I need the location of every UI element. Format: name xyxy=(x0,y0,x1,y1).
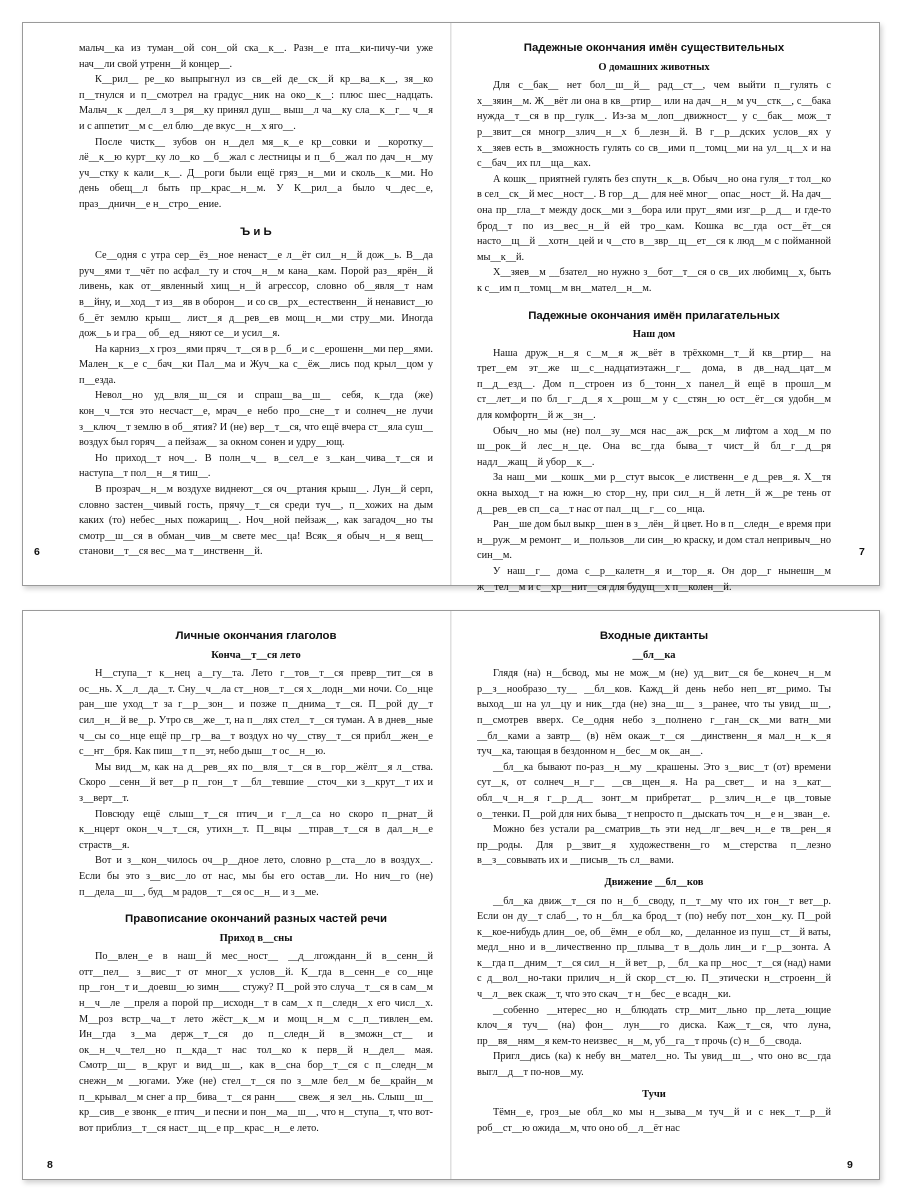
paragraph: Невол__но уд__вля__ш__ся и спраш__ва__ш__ себя, к__гда (же) кон__ч__тся это несчаст__е, мрач__е небо про__сне__т и солнеч__не лучи з__ключ__т землю в об__ятия? И (не) вер__т__ся, что ещё вчера ст__яла суш__ воздух был горяч__ а пейзаж__ за окном сонен и удру__ющ. xyxy=(79,390,433,449)
page-number: 6 xyxy=(34,546,40,558)
paragraph: Мы вид__м, как на д__рев__ях по__вля__т__ся в__гор__жёлт__я л__ства. Скоро __сенн__й вет__р п__гон__т __бл__тевшие __сточ__ки з__крут__т их и з__верт__т. xyxy=(79,761,433,804)
page-7 xyxy=(477,41,831,595)
paragraph: По__влен__е в наш__й мес__ност__ __д__лгожданн__й в__сенн__й отт__пел__ з__вис__т от мног__х услов__й. К__гда в__сенн__е со__нце пр__гон__т и__доевш__ю зимн____ стужу? П__рой это случа__т__ся в сам__м н__ч__ле __преля а порой пр__исходн__т в сам__х п__следн__х его числ__х. М__роз встр__ча__т лето жёст__к__м и мощ__н__м с__п__тивлен__ем. Ин__гда з__ма держ__т__ся до п__следн__й в__зможн__ст__ и ок__н__ч__тел__но п__кда__т нас тол__ко к перв__й н__дел__ мая. Смотр__ш__ в__круг и вид__ш__, как в__сна бор__т__ся с п__следн__м снежн__м __югами. Уже (не) стел__т__ся по з__мле бел__м бе__крайн__м п__крывал__м снег а пр__бива__т__ся ранн____ свеж__я зел__нь. Слыш__ш__ кр__сив__е звонк__е птич__и песни и пон__ма__ш__, что н__ступа__т, что вот-вот приблиз__т__ся наст__щ__е пр__крас__н__е лето. xyxy=(79,951,433,1134)
paragraph: Повсюду ещё слыш__т__ся птич__и г__л__са но скоро п__рнат__й к__нцерт окон__ч__т__ся, утихн__т. П__вцы __тправ__т__ся в дал__н__е страств__я. xyxy=(79,808,433,851)
section-heading: Ъ и Ь xyxy=(240,225,272,238)
page-number: 8 xyxy=(47,1159,53,1171)
paragraph: А кошк__ приятней гулять без спутн__к__в. Обыч__но она гуля__т тол__ко в сел__ск__й мес__ност__. В гор__д__ для неё мног__ опас__ност__й. На дач__ она пр__гла__т между доск__ми з__бора или прут__ями изг__р__д__ и где-то брод__т по из__вес__н__й ей тро__кам. Кошка вс__гда ост__ёт__ся насто__щ__й __хотн__цей и ч__сто в__звр__щ__ет__ся к люд__м с пойманной мы__к__й. xyxy=(477,173,831,263)
paragraph: Се__одня с утра сер__ёз__ное ненаст__е л__ёт сил__н__й дож__ь. В__да руч__ями т__чёт по асфал__ту и сточ__н__м кана__кам. Порой раз__ярён__й ливень, как от__явленный хищ__н__й агрессор, словно об__явля__т нам в__йну, и__ход__т из__яв в оборон__ и со св__рх__естественн__й ненавист__ю б__ёт землю крыш__ лист__я д__рев__ев мощ__н__ми стру__ми. Иногда дож__ь и гра__ об__ед__няют се__и усил__я. xyxy=(79,250,433,340)
section-heading: Падежные окончания имён прилагательных xyxy=(528,309,780,322)
text-title: Наш дом xyxy=(632,329,676,341)
page-fold xyxy=(450,611,452,1179)
paragraph: К__рил__ ре__ко выпрыгнул из св__ей де__ск__й кр__ва__к__, зя__ко п__тнулся и п__смотрел на градус__ник на око__к__: плюс шес__надцать. Мальч__к __дел__л з__ря__ку принял душ__ выш__л ча__ку сла__к__г__ ч__я и с аппетит__м с__ел блю__де вкус__н__х яго__. xyxy=(79,74,433,132)
paragraph: Можно без устали ра__сматрив__ть эти нед__лг__веч__н__е тв__рен__я пр__роды. Для р__звит__я художественн__го м__стерства п__лезно в__з__совывать их и __писыв__ть сл__вами. xyxy=(477,824,831,867)
paragraph: Но приход__т ноч__. В полн__ч__ в__сел__е з__кан__чива__т__ся и наступа__т пол__н__я тиш__. xyxy=(79,452,433,480)
section-heading: Правописание окончаний разных частей речи xyxy=(125,913,387,926)
paragraph: После чистк__ зубов он н__дел мя__к__е кр__совки и __коротку__ лё__к__ю курт__ку ло__ко __б__жал с лестницы и п__б__жал по дач__н__му уч__стку к кали__к__. Д__роги были ещё гряз__н__ми и сколь__к__ми. Но день обещ__л быть пр__крас__н__м. У К__рил__а было ч__дес__е, праз__дничн__е н__стро__ение. xyxy=(79,136,433,210)
page-number: 9 xyxy=(847,1159,853,1171)
paragraph: Ран__ше дом был выкр__шен в з__лён__й цвет. Но в п__следн__е время при н__руж__м ремонт__ и__пользов__ли син__ю краску, и дом стал непривыч__но син__м. xyxy=(477,519,831,562)
paragraph: Х__зяев__м __бзател__но нужно з__бот__т__ся о св__их любимц__х, быть к с__им п__томц__м вн__мател__н__м. xyxy=(477,267,831,294)
paragraph: __бл__ка бывают по-раз__н__му __крашены. Это з__вис__т (от) времени сут__к, от солнеч__н__г__ __св__щен__я. На ра__свет__ и на з__кат__ обл__ч__н__я г__р__д__ зонт__м прибретат__ р__злич__н__е цв__товые о__тенки. П__рой для них быва__т непросто п__дыскать точ__н__е н__зван__е. xyxy=(477,761,831,820)
section-heading: Личные окончания глаголов xyxy=(175,630,337,642)
paragraph: У наш__г__ дома с__р__калетн__я и__тор__я. Он дор__г нынешн__м ж__тел__м и с__хр__нит__ся для будущ__х п__колен__й. xyxy=(477,566,831,593)
text-title: Тучи xyxy=(642,1088,666,1100)
paragraph: мальч__ка из туман__ой сон__ой ска__к__. Разн__е пта__ки-пичу-чи уже нач__ли свой утренн__й концер__. xyxy=(79,43,433,70)
paragraph: __собенно __нтерес__но н__блюдать стр__мит__льно пр__лета__ющие клоч__я туч__ (на) фон__ лун____го диска. Каж__т__ся, что луна, пр__вя__ням__я кем-то неизвес__н__м, уб__га__т прочь (с) н__б__свода. xyxy=(477,1004,831,1047)
paragraph: На карниз__х гроз__ями пряч__т__ся в р__б__и с__ерошенн__ми пер__ями. Мален__к__е с__бач__ки Пал__ма и Жуч__ка с__ёж__лись под крыл__цом у п__ездa. xyxy=(79,343,433,386)
page-6 xyxy=(79,41,433,560)
paragraph: Для с__бак__ нет бол__ш__й__ рад__ст__, чем выйти п__гулять с х__зяин__м. Ж__вёт ли она в кв__ртир__ или на дач__н__м уч__стк__, с__бака нужда__т__ся в пр__гулк__. Из-за м__лоп__движност__ у с__бак__ мож__т р__звит__ся многр__злич__н__х б__лезн__й. В г__р__дских услов__ях у х__зяев есть в__зможность гулять со св__ими п__томц__ми на ул__ц__х и на с__бач__их пл__ща__ках. xyxy=(477,80,831,170)
paragraph: Наша друж__н__я с__м__я ж__вёт в трёхкомн__т__й кв__ртир__ на трет__ем эт__же ш__с__надцатиэтажн__г__ дома, в дв__над__цат__м п__д__езд__. Дом п__строен из б__тонн__х панел__й ещё в прошл__м ст__лет__и по бл__г__д__я х__рош__м у с__стян__ю ост__ёт__ся удобн__м для комфортн__й ж__зн__. xyxy=(477,347,831,422)
paragraph: Тёмн__е, гроз__ые обл__ко мы н__зыва__м туч__й и с нек__т__р__й роб__ст__ю ожида__м, что оно об__л__ёт нас xyxy=(477,1107,831,1134)
spacer xyxy=(477,297,831,309)
book-spread-top xyxy=(22,22,880,593)
section-heading: Входные диктанты xyxy=(599,630,709,642)
paragraph: Н__ступа__т к__нец а__гу__та. Лето г__тов__т__ся превр__тит__ся в ос__нь. Х__л__да__т. Сну__ч__ла ст__нов__т__ся х__лодн__ми ночи. Со__нце ран__ше уход__т за г__р__зон__ и позже п__днима__т__ся. П__рой ду__т сил__н__й ве__р. Утро св__же__т, на п__лях стел__т__ся туман. А в днев__ные ч__сы со__нце ещё пр__гр__ва__т воздух но чу__ству__т__ся прибл__жен__е с__нт__бря. Как пиш__т п__эт, небо дыш__т ос__н__ю. xyxy=(79,668,433,758)
spacer xyxy=(477,1081,831,1086)
text-title: О домашних животных xyxy=(598,61,710,73)
page-number: 7 xyxy=(859,546,865,558)
paragraph: Вот и з__кон__чилось оч__р__дное лето, словно р__ста__ло в воздух__. Если бы это з__вис__ло от нас, мы бы его остав__ли. Но нич__го (не) п__дела__ш__, буд__м радов__т__ся ос__н__ и з__ме. xyxy=(79,855,433,898)
text-title: Конча__т__ся лето xyxy=(211,649,301,661)
text-title: Движение __бл__ков xyxy=(604,876,704,888)
paragraph: Пригл__дись (ка) к небу вн__мател__но. Ты увид__ш__, что оно вс__гда выгл__д__т по-нов__му. xyxy=(477,1051,831,1079)
spacer xyxy=(79,213,433,225)
page-9 xyxy=(477,629,831,1136)
paragraph: За наш__ми __кошк__ми р__стут высок__е лиственн__е д__рев__я. Х__тя окна выход__т на южн__ю стор__ну, при сил__н__й летн__й ж__ре тень от д__рев__ев сп__са__т нас от пал__щ__г__ со__нца. xyxy=(477,472,831,515)
spacer xyxy=(79,900,433,912)
section-heading: Падежные окончания имён существительных xyxy=(523,42,785,54)
spacer xyxy=(477,869,831,874)
book-spread-bottom xyxy=(22,610,880,1180)
text-title: __бл__ка xyxy=(632,649,676,661)
paragraph: Обыч__но мы (не) пол__зу__мся нас__аж__рск__м лифтом а ход__м по ш__рок__й лес__н__це. Она вс__гда быва__т чист__й бл__г__д__ря надл__жащ__й убор__к__. xyxy=(477,425,831,468)
paragraph: В прозрач__н__м воздухе виднеют__ся оч__ртания крыш__. Лун__й серп, словно застен__чивый гость, прячу__т__ся среди туч__, п__хожих на дым каких (то) небес__ных пожарищ__. Ноч__ной пейзаж__, как загадоч__но ты смотр__ш__ся в обман__чив__м свете мес__ца! Всяк__я обыч__н__я вещ__ станови__т__ся вес__ма т__инственн__й. xyxy=(79,484,433,558)
page-8 xyxy=(79,629,433,1136)
paragraph: Глядя (на) н__бсвод, мы не мож__м (не) уд__вит__ся бе__конеч__н__м р__з__нообразо__ту__ __бл__ков. Кажд__й день небо неп__вт__римо. Ты выход__ш на ул__цу и ник__гда (не) зна__ш__ з__ранее, что ты увид__ш__, п__смотрев вверх. Се__одня небо з__полнено г__ган__ск__ми ватн__ми __бл__ками а завтр__ (в) нём окаж__т__ся __динственн__я мал__н__к__я туч__ка, тающая в бездонном н__бес__м ок__ан__. xyxy=(477,668,831,758)
paragraph: __бл__ка движ__т__ся по н__б__своду, п__т__му что их гон__т вет__р. Если он ду__т слаб__, то н__бл__ка брод__т (по) небу пот__хон__ку. П__рой к__кое-нибудь длин__ое, об__ёмн__е обл__ко, __деланное из пуш__ст__й ваты, медл__нно и в__личественно пр__плыва__т в__доль лин__и г__р__зонта. А к__гда п__дним__т__ся сил__н__й вет__р, __бл__ка пр__нос__т__ся (над) нами с д__вол__но-таки прилич__н__й скор__ст__ю. П__этически н__строенн__й ч__л__век скаж__т, что это скач__т н__бес__е всадн__ки. xyxy=(477,895,831,1001)
page-fold xyxy=(450,23,452,585)
text-title: Приход в__сны xyxy=(219,932,293,944)
